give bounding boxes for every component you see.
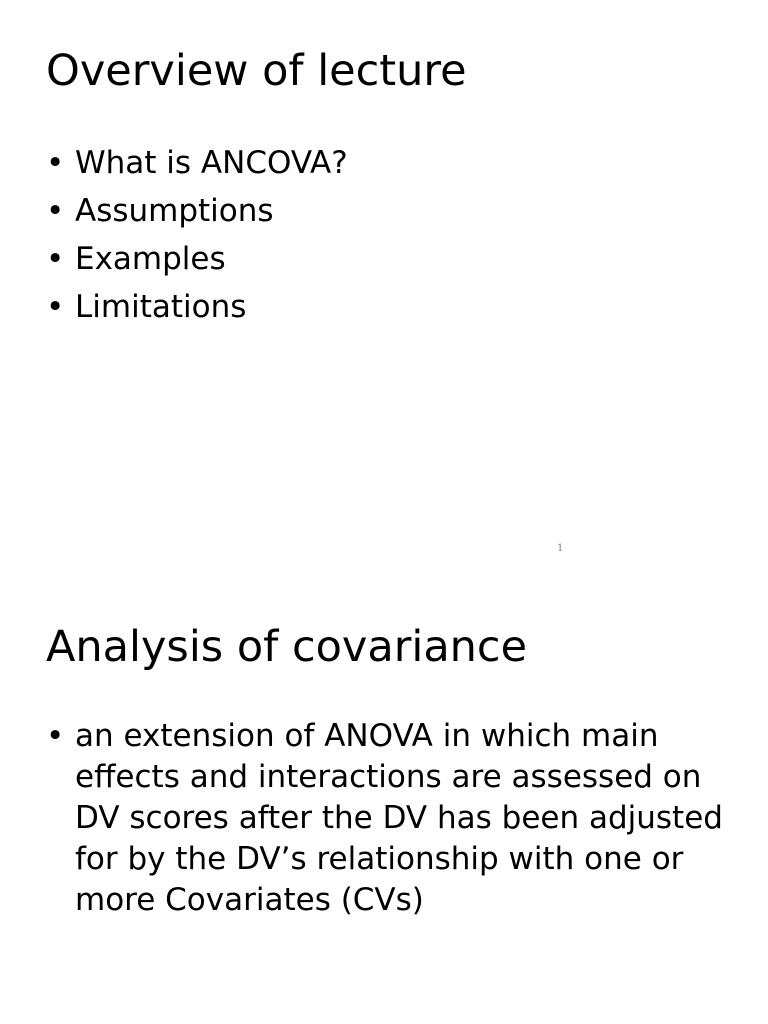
bullet-icon: • bbox=[46, 718, 65, 754]
page-number: 1 bbox=[557, 543, 564, 554]
list-item-text: What is ANCOVA? bbox=[75, 145, 348, 181]
bullet-icon: • bbox=[46, 241, 65, 277]
bullet-list bbox=[46, 139, 348, 331]
slide-analysis-of-covariance bbox=[0, 576, 768, 1024]
list-item bbox=[46, 139, 348, 187]
list-item bbox=[46, 187, 348, 235]
list-item-text: Examples bbox=[75, 241, 226, 277]
bullet-list bbox=[46, 716, 736, 921]
list-item bbox=[46, 716, 736, 921]
list-item-text: an extension of ANOVA in which main effects and interactions are assessed on DV scores after the DV has been adjusted for by the DV’s relationship with one or more Covariates (CVs) bbox=[75, 718, 723, 918]
slide-title: Analysis of covariance bbox=[46, 622, 528, 672]
list-item-text: Limitations bbox=[75, 289, 247, 325]
list-item-text: Assumptions bbox=[75, 193, 274, 229]
bullet-icon: • bbox=[46, 193, 65, 229]
list-item bbox=[46, 235, 348, 283]
list-item bbox=[46, 283, 348, 331]
slide-title: Overview of lecture bbox=[46, 46, 467, 96]
bullet-icon: • bbox=[46, 289, 65, 325]
bullet-icon: • bbox=[46, 145, 65, 181]
